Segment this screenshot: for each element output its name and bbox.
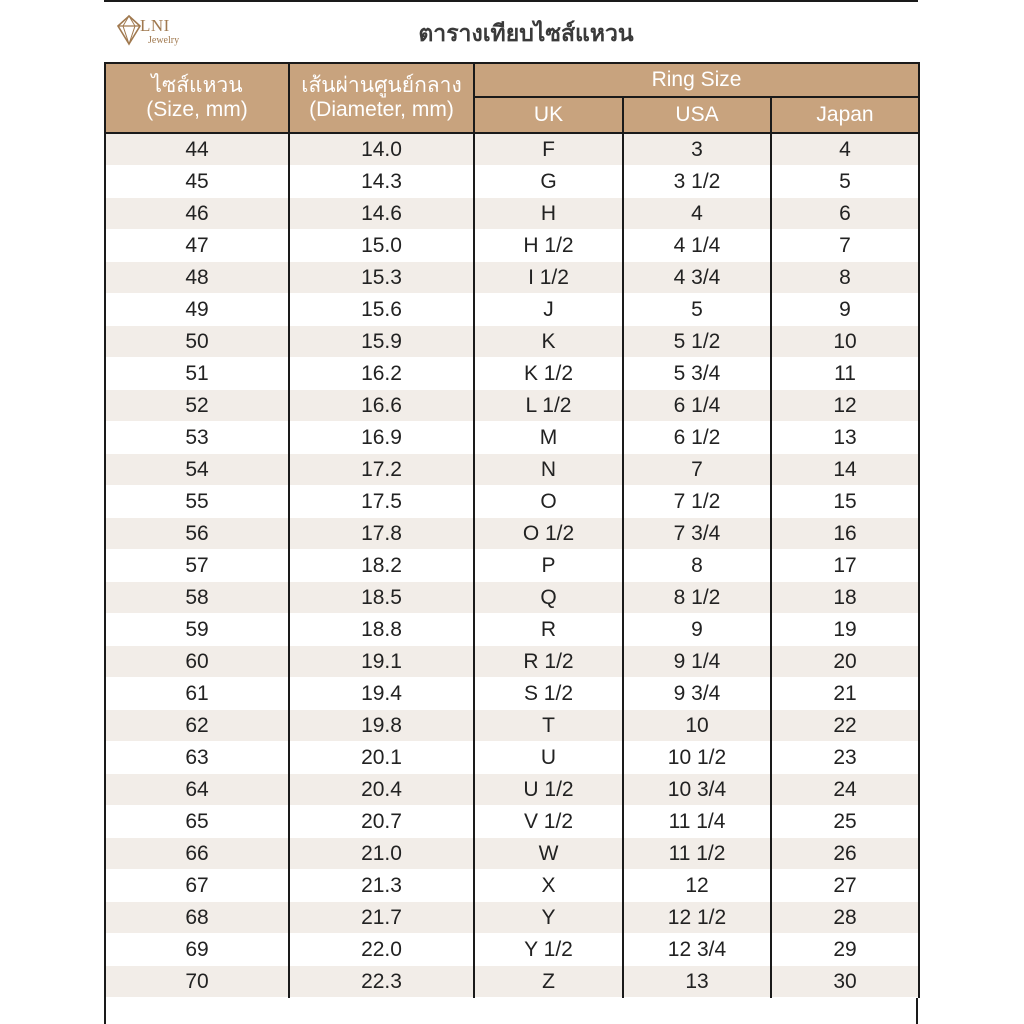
ring-size-table [104, 62, 920, 998]
usa-cell: 7 3/4 [623, 518, 771, 550]
diameter-cell: 16.6 [289, 390, 474, 422]
japan-cell: 30 [771, 966, 919, 998]
usa-cell: 11 1/2 [623, 838, 771, 870]
usa-cell: 5 1/2 [623, 326, 771, 358]
diameter-cell: 17.8 [289, 518, 474, 550]
table-row [105, 166, 919, 198]
table-body [105, 133, 919, 998]
usa-cell: 10 [623, 710, 771, 742]
uk-cell: Q [474, 582, 623, 614]
table-row [105, 390, 919, 422]
header-diameter-th: เส้นผ่านศูนย์กลาง [301, 73, 462, 97]
usa-cell: 12 [623, 870, 771, 902]
table-row [105, 902, 919, 934]
table-row [105, 550, 919, 582]
table-row [105, 358, 919, 390]
uk-cell: V 1/2 [474, 806, 623, 838]
japan-cell: 27 [771, 870, 919, 902]
uk-cell: J [474, 294, 623, 326]
table-row [105, 198, 919, 230]
uk-cell: K [474, 326, 623, 358]
uk-cell: P [474, 550, 623, 582]
diameter-cell: 15.0 [289, 230, 474, 262]
diameter-cell: 21.7 [289, 902, 474, 934]
size-cell: 62 [105, 710, 289, 742]
usa-cell: 6 1/2 [623, 422, 771, 454]
brand-name: LNI [140, 16, 170, 35]
japan-cell: 26 [771, 838, 919, 870]
size-cell: 60 [105, 646, 289, 678]
diameter-cell: 20.4 [289, 774, 474, 806]
japan-cell: 7 [771, 230, 919, 262]
uk-cell: Y 1/2 [474, 934, 623, 966]
diameter-cell: 20.7 [289, 806, 474, 838]
usa-cell: 12 3/4 [623, 934, 771, 966]
uk-cell: M [474, 422, 623, 454]
header-ring-size: Ring Size [474, 63, 919, 97]
japan-cell: 16 [771, 518, 919, 550]
japan-cell: 13 [771, 422, 919, 454]
table-row [105, 454, 919, 486]
usa-cell: 4 1/4 [623, 230, 771, 262]
diameter-cell: 17.2 [289, 454, 474, 486]
usa-cell: 12 1/2 [623, 902, 771, 934]
uk-cell: O [474, 486, 623, 518]
diameter-cell: 20.1 [289, 742, 474, 774]
usa-cell: 5 3/4 [623, 358, 771, 390]
header-usa: USA [623, 97, 771, 133]
usa-cell: 8 [623, 550, 771, 582]
page-title: ตารางเทียบไซส์แหวน [418, 20, 634, 46]
usa-cell: 7 1/2 [623, 486, 771, 518]
uk-cell: H [474, 198, 623, 230]
uk-cell: U 1/2 [474, 774, 623, 806]
size-cell: 53 [105, 422, 289, 454]
japan-cell: 25 [771, 806, 919, 838]
size-cell: 52 [105, 390, 289, 422]
diameter-cell: 19.4 [289, 678, 474, 710]
usa-cell: 3 [623, 133, 771, 166]
japan-cell: 10 [771, 326, 919, 358]
diameter-cell: 19.8 [289, 710, 474, 742]
table-row [105, 646, 919, 678]
table-row [105, 262, 919, 294]
usa-cell: 8 1/2 [623, 582, 771, 614]
japan-cell: 9 [771, 294, 919, 326]
table-row [105, 774, 919, 806]
table-row [105, 133, 919, 166]
diameter-cell: 16.2 [289, 358, 474, 390]
size-cell: 69 [105, 934, 289, 966]
japan-cell: 15 [771, 486, 919, 518]
uk-cell: R [474, 614, 623, 646]
uk-cell: L 1/2 [474, 390, 623, 422]
uk-cell: H 1/2 [474, 230, 623, 262]
uk-cell: T [474, 710, 623, 742]
diameter-cell: 15.6 [289, 294, 474, 326]
table-row [105, 614, 919, 646]
title-bar [104, 0, 918, 62]
japan-cell: 28 [771, 902, 919, 934]
uk-cell: X [474, 870, 623, 902]
size-cell: 47 [105, 230, 289, 262]
table-row [105, 678, 919, 710]
diameter-cell: 15.3 [289, 262, 474, 294]
size-cell: 55 [105, 486, 289, 518]
diameter-cell: 18.2 [289, 550, 474, 582]
size-cell: 54 [105, 454, 289, 486]
japan-cell: 11 [771, 358, 919, 390]
size-cell: 48 [105, 262, 289, 294]
usa-cell: 4 [623, 198, 771, 230]
size-cell: 65 [105, 806, 289, 838]
diameter-cell: 19.1 [289, 646, 474, 678]
size-cell: 56 [105, 518, 289, 550]
usa-cell: 3 1/2 [623, 166, 771, 198]
japan-cell: 19 [771, 614, 919, 646]
japan-cell: 12 [771, 390, 919, 422]
diameter-cell: 14.6 [289, 198, 474, 230]
usa-cell: 9 3/4 [623, 678, 771, 710]
header-japan: Japan [771, 97, 919, 133]
japan-cell: 24 [771, 774, 919, 806]
table-row [105, 806, 919, 838]
size-cell: 50 [105, 326, 289, 358]
size-cell: 46 [105, 198, 289, 230]
usa-cell: 13 [623, 966, 771, 998]
header-size-th: ไซส์แหวน [151, 73, 243, 97]
japan-cell: 21 [771, 678, 919, 710]
size-cell: 68 [105, 902, 289, 934]
size-cell: 49 [105, 294, 289, 326]
header-size [105, 63, 289, 133]
diameter-cell: 15.9 [289, 326, 474, 358]
japan-cell: 6 [771, 198, 919, 230]
uk-cell: Z [474, 966, 623, 998]
header-uk: UK [474, 97, 623, 133]
table-row [105, 966, 919, 998]
diameter-cell: 14.3 [289, 166, 474, 198]
table-row [105, 518, 919, 550]
uk-cell: N [474, 454, 623, 486]
usa-cell: 4 3/4 [623, 262, 771, 294]
usa-cell: 10 3/4 [623, 774, 771, 806]
size-cell: 66 [105, 838, 289, 870]
size-cell: 51 [105, 358, 289, 390]
diameter-cell: 22.3 [289, 966, 474, 998]
size-cell: 45 [105, 166, 289, 198]
size-cell: 67 [105, 870, 289, 902]
table-row [105, 838, 919, 870]
japan-cell: 8 [771, 262, 919, 294]
table-row [105, 486, 919, 518]
diameter-cell: 22.0 [289, 934, 474, 966]
table-row [105, 230, 919, 262]
japan-cell: 22 [771, 710, 919, 742]
size-cell: 44 [105, 133, 289, 166]
uk-cell: O 1/2 [474, 518, 623, 550]
table-row [105, 870, 919, 902]
uk-cell: K 1/2 [474, 358, 623, 390]
uk-cell: R 1/2 [474, 646, 623, 678]
uk-cell: W [474, 838, 623, 870]
diameter-cell: 14.0 [289, 133, 474, 166]
uk-cell: U [474, 742, 623, 774]
diameter-cell: 18.8 [289, 614, 474, 646]
table-row [105, 294, 919, 326]
table-row [105, 710, 919, 742]
japan-cell: 18 [771, 582, 919, 614]
size-cell: 58 [105, 582, 289, 614]
usa-cell: 9 1/4 [623, 646, 771, 678]
table-row [105, 934, 919, 966]
table-row [105, 326, 919, 358]
usa-cell: 5 [623, 294, 771, 326]
size-cell: 70 [105, 966, 289, 998]
uk-cell: G [474, 166, 623, 198]
diameter-cell: 21.0 [289, 838, 474, 870]
table-row [105, 422, 919, 454]
usa-cell: 11 1/4 [623, 806, 771, 838]
japan-cell: 14 [771, 454, 919, 486]
header-diameter-en: (Diameter, mm) [309, 98, 454, 121]
size-cell: 63 [105, 742, 289, 774]
uk-cell: Y [474, 902, 623, 934]
size-cell: 61 [105, 678, 289, 710]
japan-cell: 23 [771, 742, 919, 774]
usa-cell: 9 [623, 614, 771, 646]
header-diameter [289, 63, 474, 133]
diameter-cell: 18.5 [289, 582, 474, 614]
diameter-cell: 16.9 [289, 422, 474, 454]
japan-cell: 4 [771, 133, 919, 166]
usa-cell: 6 1/4 [623, 390, 771, 422]
table-row [105, 742, 919, 774]
uk-cell: F [474, 133, 623, 166]
diameter-cell: 21.3 [289, 870, 474, 902]
table-row [105, 582, 919, 614]
japan-cell: 20 [771, 646, 919, 678]
japan-cell: 5 [771, 166, 919, 198]
size-cell: 64 [105, 774, 289, 806]
diameter-cell: 17.5 [289, 486, 474, 518]
header-size-en: (Size, mm) [146, 98, 248, 121]
size-cell: 59 [105, 614, 289, 646]
size-cell: 57 [105, 550, 289, 582]
usa-cell: 10 1/2 [623, 742, 771, 774]
brand-sub: Jewelry [148, 35, 180, 46]
japan-cell: 17 [771, 550, 919, 582]
japan-cell: 29 [771, 934, 919, 966]
usa-cell: 7 [623, 454, 771, 486]
uk-cell: S 1/2 [474, 678, 623, 710]
uk-cell: I 1/2 [474, 262, 623, 294]
